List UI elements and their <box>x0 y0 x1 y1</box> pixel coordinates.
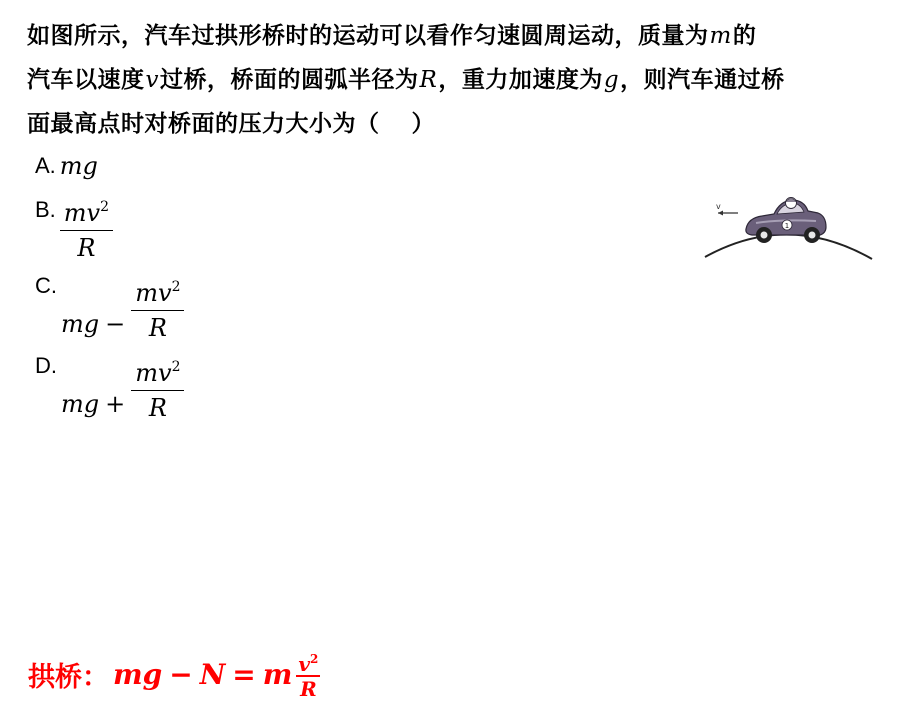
fraction-denominator: R <box>300 677 317 701</box>
question-text-segment: 的 <box>732 23 757 49</box>
fraction-numerator <box>131 272 184 311</box>
fraction <box>60 192 113 263</box>
var-m: m <box>709 23 732 49</box>
exponent: 2 <box>171 279 181 295</box>
question-line-1 <box>27 14 897 58</box>
arch-bridge-formula-note <box>28 648 320 701</box>
numerator-text: mv <box>135 279 172 307</box>
car-icon <box>746 198 826 244</box>
formula-term: N <box>199 658 226 691</box>
expression-term: mg <box>61 309 100 338</box>
option-d[interactable] <box>35 348 184 423</box>
option-letter: D. <box>35 353 57 378</box>
question-text-segment: 汽车以速度 <box>27 67 145 93</box>
fraction-numerator <box>60 192 113 231</box>
option-letter: C. <box>35 273 57 298</box>
question-text-segment: 如图所示，汽车过拱形桥时的运动可以看作匀速圆周运动，质量为 <box>27 23 709 49</box>
exponent: 2 <box>100 199 110 215</box>
operator: − <box>105 309 126 338</box>
var-g: g <box>603 67 620 93</box>
note-label: 拱桥： <box>28 662 109 693</box>
option-c[interactable] <box>35 268 184 343</box>
exponent: 2 <box>310 652 319 666</box>
car-number: 1 <box>784 222 790 230</box>
fraction <box>131 272 184 343</box>
fraction-denominator: R <box>148 314 167 342</box>
option-letter: A. <box>35 153 56 178</box>
fraction-denominator: R <box>77 234 96 262</box>
formula-equals: = <box>232 658 256 691</box>
option-expression <box>61 272 184 343</box>
fraction-numerator <box>131 352 184 391</box>
car-on-bridge-figure <box>700 183 880 268</box>
expression-term: mg <box>61 389 100 418</box>
option-expression <box>61 352 184 423</box>
question-line-2 <box>27 58 897 102</box>
var-v: v <box>145 67 159 93</box>
numerator-text: mv <box>135 359 172 387</box>
formula-operator: − <box>169 658 193 691</box>
note-formula <box>113 648 320 701</box>
formula-term: m <box>262 658 293 691</box>
question-line-3: 面最高点时对桥面的压力大小为（ ） <box>27 111 436 137</box>
question-text <box>27 14 897 146</box>
bridge-arc <box>705 234 872 259</box>
option-expression: mg <box>59 152 98 180</box>
velocity-label: v <box>716 202 721 211</box>
formula-term: mg <box>113 658 163 691</box>
option-letter: B. <box>35 197 56 222</box>
fraction-numerator <box>296 648 320 677</box>
fraction-denominator: R <box>148 394 167 422</box>
numerator-text: mv <box>63 199 101 227</box>
option-b[interactable] <box>35 192 113 263</box>
numerator-text: v <box>298 652 311 676</box>
var-R: R <box>419 67 438 93</box>
fraction <box>131 352 184 423</box>
question-text-segment: 过桥，桥面的圆弧半径为 <box>160 67 419 93</box>
formula-fraction <box>296 648 320 701</box>
question-text-segment: ，重力加速度为 <box>438 67 603 93</box>
arrow-head-icon <box>718 211 723 216</box>
operator: + <box>105 389 126 418</box>
exponent: 2 <box>171 359 181 375</box>
option-a[interactable] <box>35 152 98 180</box>
question-text-segment: ，则汽车通过桥 <box>620 67 785 93</box>
